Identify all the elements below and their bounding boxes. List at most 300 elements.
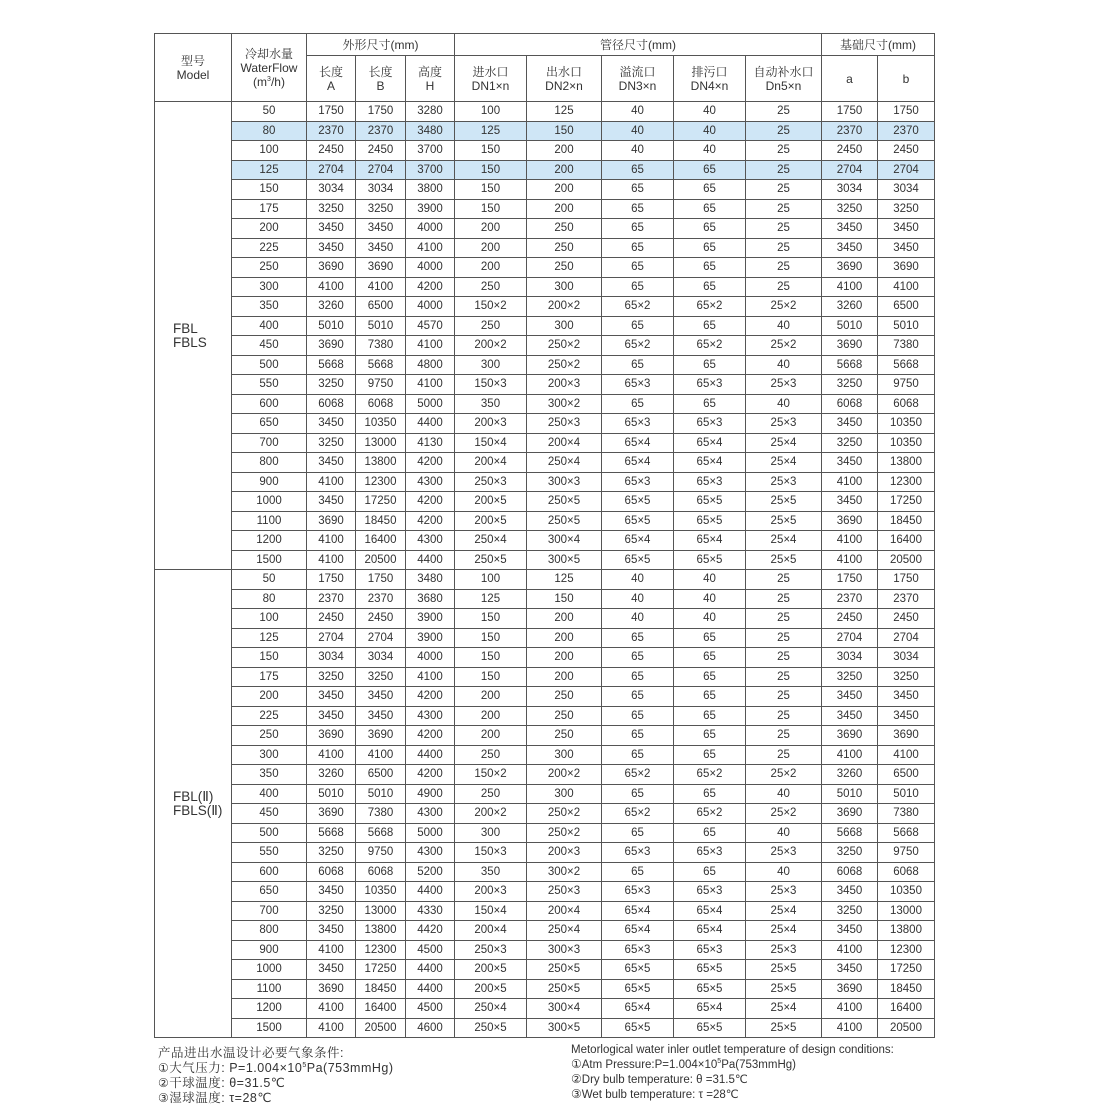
table-cell: 125	[232, 160, 307, 180]
table-cell: 4900	[406, 784, 455, 804]
table-cell: 65	[674, 160, 746, 180]
table-cell: 2704	[307, 628, 356, 648]
table-cell: 600	[232, 394, 307, 414]
table-cell: 10350	[356, 414, 406, 434]
table-cell: 6068	[822, 394, 878, 414]
table-cell: 200	[527, 648, 602, 668]
sub-header-en: DN1×n	[471, 78, 510, 93]
table-cell: 800	[232, 453, 307, 473]
note-text: Wet bulb temperature: τ =28℃	[581, 1089, 739, 1101]
table-cell: 13000	[356, 433, 406, 453]
table-cell: 65×4	[674, 531, 746, 551]
table-cell: 65	[674, 277, 746, 297]
table-cell: 3450	[356, 219, 406, 239]
table-cell: 250	[455, 784, 527, 804]
table-cell: 2450	[356, 609, 406, 629]
table-row	[155, 804, 935, 824]
table-row	[155, 589, 935, 609]
table-row	[155, 862, 935, 882]
note-number: ③	[158, 1091, 170, 1105]
sub-header-cn: 出水口	[545, 64, 582, 79]
table-cell: 3034	[356, 648, 406, 668]
table-cell: 25×2	[746, 804, 822, 824]
table-cell: 250×4	[527, 453, 602, 473]
table-cell: 13800	[356, 453, 406, 473]
table-cell: 18450	[878, 511, 935, 531]
table-cell: 6500	[878, 765, 935, 785]
table-cell: 250×5	[527, 979, 602, 999]
table-cell: 40	[602, 141, 674, 161]
table-cell: 450	[232, 804, 307, 824]
header-flow	[232, 34, 307, 102]
notes-en-items	[571, 1057, 894, 1102]
table-cell: 4300	[406, 531, 455, 551]
table-cell: 250	[232, 726, 307, 746]
table-cell: 40	[746, 784, 822, 804]
table-cell: 3034	[878, 180, 935, 200]
table-cell: 65	[602, 258, 674, 278]
table-cell: 200	[455, 726, 527, 746]
table-cell: 300×5	[527, 1018, 602, 1038]
sub-header-0	[307, 56, 356, 102]
table-cell: 200×5	[455, 511, 527, 531]
table-cell: 40	[674, 609, 746, 629]
table-cell: 3690	[356, 726, 406, 746]
table-cell: 1750	[878, 570, 935, 590]
table-cell: 10350	[878, 414, 935, 434]
table-cell: 16400	[878, 531, 935, 551]
note-item	[571, 1057, 894, 1072]
table-cell: 4100	[307, 277, 356, 297]
table-cell: 25×2	[746, 297, 822, 317]
table-cell: 4200	[406, 492, 455, 512]
table-cell: 2450	[822, 141, 878, 161]
table-cell: 200×3	[527, 843, 602, 863]
table-cell: 25	[746, 141, 822, 161]
table-cell: 3690	[822, 726, 878, 746]
table-cell: 2704	[822, 628, 878, 648]
sub-header-en: b	[902, 71, 910, 86]
table-cell: 3450	[822, 219, 878, 239]
table-cell: 3450	[307, 706, 356, 726]
table-cell: 65	[674, 238, 746, 258]
model-name-line2: FBLS(Ⅱ)	[173, 802, 223, 818]
table-row	[155, 238, 935, 258]
table-cell: 350	[455, 862, 527, 882]
table-cell: 40	[602, 121, 674, 141]
table-cell: 3690	[307, 979, 356, 999]
table-cell: 3690	[878, 726, 935, 746]
table-cell: 20500	[356, 1018, 406, 1038]
model-name-line1: FBL(Ⅱ)	[173, 788, 214, 804]
table-cell: 4100	[356, 745, 406, 765]
table-cell: 6068	[878, 862, 935, 882]
table-cell: 65×4	[602, 921, 674, 941]
table-cell: 1500	[232, 1018, 307, 1038]
table-cell: 40	[746, 862, 822, 882]
table-cell: 3250	[356, 667, 406, 687]
table-cell: 250×5	[527, 492, 602, 512]
table-cell: 40	[674, 141, 746, 161]
header-flow-unit	[253, 75, 285, 89]
table-cell: 25	[746, 160, 822, 180]
table-cell: 4300	[406, 706, 455, 726]
table-cell: 65×4	[602, 531, 674, 551]
table-cell: 250×5	[527, 511, 602, 531]
table-row	[155, 258, 935, 278]
table-cell: 3250	[307, 901, 356, 921]
table-cell: 65	[602, 784, 674, 804]
table-row	[155, 180, 935, 200]
table-cell: 5010	[878, 784, 935, 804]
table-cell: 3690	[822, 336, 878, 356]
table-cell: 65×3	[602, 843, 674, 863]
table-cell: 7380	[356, 336, 406, 356]
table-cell: 1100	[232, 511, 307, 531]
table-cell: 3690	[356, 258, 406, 278]
sub-header-en: H	[425, 78, 435, 93]
table-row	[155, 453, 935, 473]
table-cell: 40	[602, 102, 674, 122]
table-cell: 65	[602, 238, 674, 258]
header-flow-cn: 冷却水量	[244, 46, 293, 61]
note-superscript: 5	[302, 1061, 307, 1069]
flow-unit-sup: 3	[267, 75, 271, 83]
table-cell: 65	[674, 823, 746, 843]
table-cell: 3250	[822, 667, 878, 687]
table-row	[155, 960, 935, 980]
table-cell: 200	[455, 258, 527, 278]
table-cell: 25×5	[746, 550, 822, 570]
table-cell: 1750	[356, 570, 406, 590]
flow-unit-post: /h)	[270, 74, 285, 89]
table-cell: 65	[602, 823, 674, 843]
table-cell: 3450	[878, 706, 935, 726]
table-cell: 200×2	[527, 297, 602, 317]
table-cell: 600	[232, 862, 307, 882]
table-cell: 40	[674, 570, 746, 590]
table-row	[155, 336, 935, 356]
sub-header-4	[527, 56, 602, 102]
table-cell: 40	[602, 570, 674, 590]
table-cell: 18450	[356, 511, 406, 531]
table-cell: 250	[455, 745, 527, 765]
table-cell: 4100	[406, 238, 455, 258]
header-model	[155, 34, 232, 102]
table-cell: 65	[602, 316, 674, 336]
table-cell: 175	[232, 667, 307, 687]
sub-header-7	[746, 56, 822, 102]
table-cell: 4100	[406, 375, 455, 395]
note-text: 湿球温度: τ=28℃	[169, 1091, 272, 1105]
table-cell: 25×5	[746, 492, 822, 512]
table-cell: 2370	[307, 121, 356, 141]
table-cell: 65	[674, 316, 746, 336]
table-cell: 200	[455, 219, 527, 239]
table-cell: 150×4	[455, 901, 527, 921]
table-cell: 4130	[406, 433, 455, 453]
note-item	[158, 1076, 394, 1091]
table-cell: 50	[232, 570, 307, 590]
table-row	[155, 687, 935, 707]
table-cell: 4100	[822, 940, 878, 960]
table-row	[155, 355, 935, 375]
table-cell: 150	[527, 589, 602, 609]
table-cell: 65	[674, 219, 746, 239]
table-cell: 2450	[822, 609, 878, 629]
table-cell: 4100	[878, 277, 935, 297]
table-cell: 65×2	[674, 765, 746, 785]
table-cell: 65	[602, 745, 674, 765]
table-cell: 250×3	[455, 472, 527, 492]
table-row	[155, 121, 935, 141]
table-row	[155, 550, 935, 570]
table-cell: 250×2	[527, 823, 602, 843]
table-cell: 3450	[307, 414, 356, 434]
table-cell: 250×2	[527, 804, 602, 824]
table-cell: 65×2	[602, 336, 674, 356]
table-cell: 65×4	[602, 999, 674, 1019]
table-cell: 250×5	[527, 960, 602, 980]
table-cell: 3450	[822, 453, 878, 473]
table-row	[155, 921, 935, 941]
table-cell: 3700	[406, 141, 455, 161]
table-cell: 2704	[356, 160, 406, 180]
table-cell: 5668	[878, 355, 935, 375]
table-cell: 6500	[878, 297, 935, 317]
sub-header-cn: 排污口	[691, 64, 728, 79]
table-cell: 900	[232, 940, 307, 960]
table-cell: 5010	[822, 316, 878, 336]
table-cell: 65×2	[674, 804, 746, 824]
table-cell: 65×3	[602, 375, 674, 395]
table-row	[155, 394, 935, 414]
sub-header-cn: 溢流口	[619, 64, 656, 79]
table-cell: 250×4	[527, 921, 602, 941]
table-cell: 3250	[307, 843, 356, 863]
table-cell: 3450	[822, 238, 878, 258]
table-row	[155, 843, 935, 863]
table-cell: 200	[232, 219, 307, 239]
table-cell: 3450	[822, 414, 878, 434]
table-cell: 3700	[406, 160, 455, 180]
table-cell: 4200	[406, 765, 455, 785]
sub-header-en: a	[846, 71, 853, 86]
table-cell: 250×4	[455, 999, 527, 1019]
table-cell: 3250	[878, 199, 935, 219]
table-cell: 12300	[356, 940, 406, 960]
table-cell: 4100	[822, 1018, 878, 1038]
table-cell: 2704	[356, 628, 406, 648]
table-row	[155, 940, 935, 960]
table-cell: 20500	[878, 550, 935, 570]
table-cell: 65	[674, 687, 746, 707]
table-cell: 4500	[406, 999, 455, 1019]
table-cell: 65	[674, 648, 746, 668]
note-number: ②	[158, 1076, 170, 1090]
table-cell: 250	[527, 687, 602, 707]
table-cell: 3450	[307, 687, 356, 707]
table-cell: 4800	[406, 355, 455, 375]
table-cell: 25	[746, 199, 822, 219]
sub-header-en: A	[326, 78, 335, 93]
table-cell: 200×4	[455, 921, 527, 941]
table-cell: 200×5	[455, 492, 527, 512]
table-cell: 25×5	[746, 511, 822, 531]
table-cell: 5668	[822, 355, 878, 375]
table-cell: 5668	[356, 823, 406, 843]
table-cell: 4200	[406, 687, 455, 707]
table-cell: 200×4	[527, 433, 602, 453]
table-cell: 3450	[356, 706, 406, 726]
table-cell: 65×3	[602, 414, 674, 434]
table-cell: 350	[232, 765, 307, 785]
table-cell: 25×5	[746, 979, 822, 999]
table-cell: 3690	[822, 979, 878, 999]
table-cell: 300	[455, 355, 527, 375]
table-cell: 4200	[406, 511, 455, 531]
table-cell: 4200	[406, 453, 455, 473]
table-cell: 4500	[406, 940, 455, 960]
table-cell: 225	[232, 238, 307, 258]
table-cell: 300×2	[527, 394, 602, 414]
table-cell: 25	[746, 219, 822, 239]
sub-header-en: DN2×n	[545, 78, 583, 93]
table-cell: 2370	[878, 589, 935, 609]
table-cell: 4400	[406, 745, 455, 765]
table-cell: 65	[602, 628, 674, 648]
table-header	[155, 34, 935, 102]
table-cell: 150	[455, 141, 527, 161]
table-row	[155, 706, 935, 726]
table-cell: 6068	[878, 394, 935, 414]
table-cell: 3450	[822, 492, 878, 512]
table-cell: 25×3	[746, 472, 822, 492]
table-cell: 550	[232, 375, 307, 395]
note-superscript: 5	[717, 1058, 722, 1066]
table-cell: 4200	[406, 277, 455, 297]
table-cell: 5010	[356, 316, 406, 336]
table-cell: 200	[232, 687, 307, 707]
table-cell: 40	[602, 589, 674, 609]
table-cell: 5000	[406, 394, 455, 414]
table-cell: 200	[527, 180, 602, 200]
table-cell: 200	[527, 628, 602, 648]
table-cell: 5668	[356, 355, 406, 375]
table-cell: 3250	[307, 667, 356, 687]
header-base-dims: 基础尺寸(mm)	[822, 34, 935, 56]
table-cell: 16400	[356, 999, 406, 1019]
table-cell: 100	[455, 102, 527, 122]
table-cell: 150	[455, 180, 527, 200]
table-cell: 65×4	[674, 901, 746, 921]
table-cell: 6068	[356, 394, 406, 414]
table-cell: 100	[232, 141, 307, 161]
table-cell: 300	[527, 784, 602, 804]
table-cell: 4100	[307, 745, 356, 765]
table-cell: 1750	[307, 102, 356, 122]
table-cell: 4100	[307, 550, 356, 570]
table-cell: 12300	[356, 472, 406, 492]
model-group-cell	[155, 570, 232, 1038]
notes-english	[571, 1043, 894, 1102]
sub-header-en: DN4×n	[690, 78, 729, 93]
header-model-cn: 型号	[180, 53, 205, 68]
table-cell: 4100	[822, 277, 878, 297]
table-cell: 300	[232, 277, 307, 297]
table-cell: 3690	[307, 804, 356, 824]
table-cell: 65×4	[674, 921, 746, 941]
table-cell: 1100	[232, 979, 307, 999]
table-cell: 3800	[406, 180, 455, 200]
table-cell: 700	[232, 433, 307, 453]
table-cell: 17250	[356, 960, 406, 980]
table-cell: 4100	[307, 531, 356, 551]
table-cell: 65	[674, 355, 746, 375]
table-cell: 125	[455, 121, 527, 141]
table-cell: 18450	[356, 979, 406, 999]
table-cell: 200	[455, 706, 527, 726]
table-cell: 250×3	[527, 882, 602, 902]
table-cell: 200	[455, 687, 527, 707]
table-cell: 25	[746, 628, 822, 648]
table-cell: 3450	[356, 238, 406, 258]
note-number: ③	[571, 1087, 582, 1101]
table-cell: 2370	[356, 589, 406, 609]
table-cell: 700	[232, 901, 307, 921]
table-cell: 100	[455, 570, 527, 590]
table-row	[155, 141, 935, 161]
note-item	[158, 1061, 394, 1076]
table-cell: 125	[232, 628, 307, 648]
table-cell: 12300	[878, 940, 935, 960]
table-cell: 4400	[406, 979, 455, 999]
table-cell: 65×5	[602, 960, 674, 980]
table-cell: 4400	[406, 960, 455, 980]
table-cell: 10350	[356, 882, 406, 902]
table-cell: 2370	[878, 121, 935, 141]
table-cell: 80	[232, 121, 307, 141]
table-cell: 3250	[356, 199, 406, 219]
table-cell: 40	[746, 316, 822, 336]
table-cell: 65	[674, 726, 746, 746]
table-cell: 3250	[822, 901, 878, 921]
table-cell: 3250	[822, 433, 878, 453]
table-cell: 65	[602, 667, 674, 687]
table-cell: 3450	[307, 882, 356, 902]
table-row	[155, 999, 935, 1019]
table-cell: 250×4	[455, 531, 527, 551]
table-cell: 2450	[307, 141, 356, 161]
table-cell: 800	[232, 921, 307, 941]
table-cell: 125	[455, 589, 527, 609]
table-cell: 200×5	[455, 979, 527, 999]
table-cell: 65	[602, 199, 674, 219]
table-cell: 3690	[822, 804, 878, 824]
table-cell: 400	[232, 316, 307, 336]
sub-header-5	[602, 56, 674, 102]
table-row	[155, 823, 935, 843]
table-cell: 3450	[822, 706, 878, 726]
table-cell: 3034	[356, 180, 406, 200]
table-cell: 2370	[356, 121, 406, 141]
table-cell: 4100	[406, 667, 455, 687]
table-cell: 6068	[307, 394, 356, 414]
table-cell: 150	[455, 199, 527, 219]
table-cell: 250×3	[455, 940, 527, 960]
table-cell: 13000	[356, 901, 406, 921]
table-cell: 3450	[307, 219, 356, 239]
